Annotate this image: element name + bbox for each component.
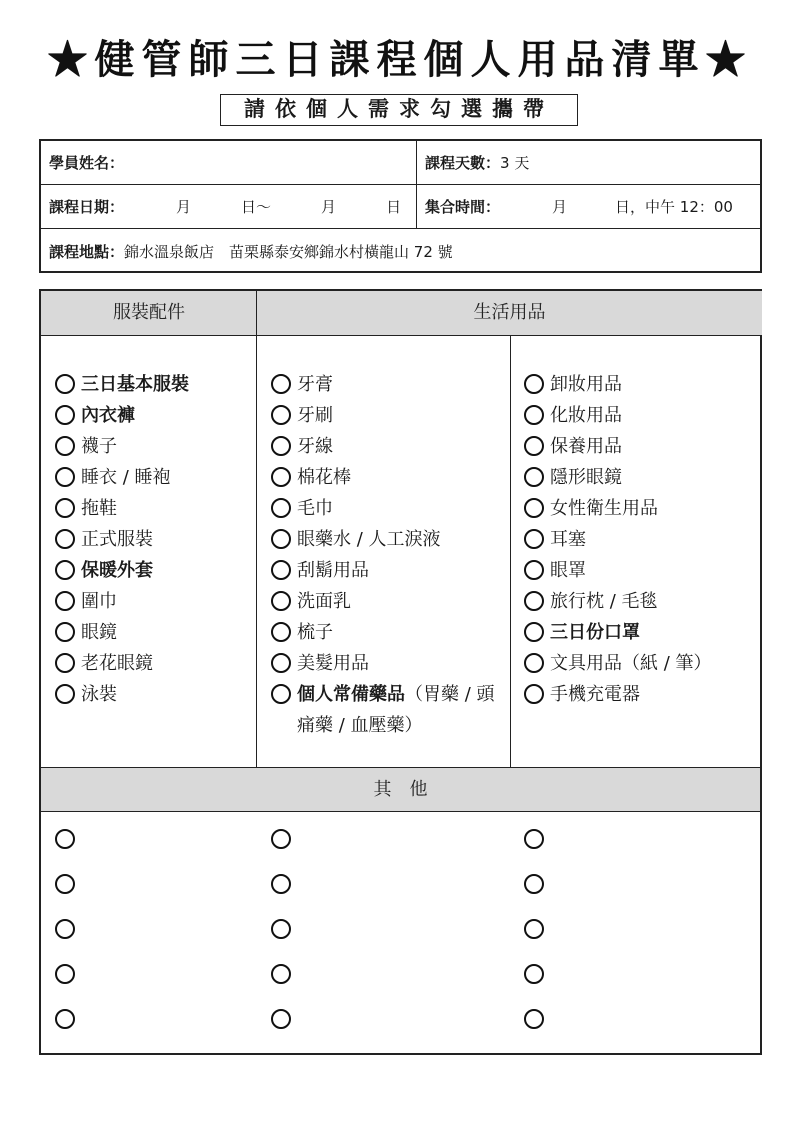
item-label: 手機充電器 — [550, 684, 640, 705]
item-label: 耳塞 — [550, 529, 586, 550]
blank-checkbox-circle-icon[interactable] — [271, 1009, 291, 1029]
checklist-item[interactable] — [55, 679, 251, 710]
item-label: 泳裝 — [81, 684, 117, 705]
item-label: 化妝用品 — [550, 405, 622, 426]
checklist-item[interactable] — [55, 369, 251, 400]
gather-time-value: 日，中午 12：00 — [615, 198, 733, 216]
checkbox-circle-icon[interactable] — [271, 374, 291, 394]
item-label: 牙線 — [297, 436, 333, 457]
checklist-item[interactable] — [524, 648, 760, 679]
checklist-item[interactable] — [55, 400, 251, 431]
blank-checkbox-circle-icon[interactable] — [524, 1009, 544, 1029]
checkbox-circle-icon[interactable] — [524, 498, 544, 518]
gather-time-cell[interactable] — [416, 185, 762, 228]
blank-checkbox-circle-icon[interactable] — [55, 919, 75, 939]
item-label-note: （胃藥 / 頭痛藥 / 血壓藥） — [297, 684, 495, 736]
checkbox-circle-icon[interactable] — [524, 591, 544, 611]
item-label: 美髮用品 — [297, 653, 369, 674]
item-label: 保暖外套 — [81, 560, 153, 581]
item-label: 保養用品 — [550, 436, 622, 457]
item-label: 內衣褲 — [81, 405, 135, 426]
course-info-table — [39, 139, 762, 273]
divider-2 — [510, 336, 511, 767]
daily-list-2 — [524, 369, 760, 710]
checkbox-circle-icon[interactable] — [55, 436, 75, 456]
info-row-1 — [41, 141, 760, 185]
checklist-item[interactable] — [55, 648, 251, 679]
item-label: 圍巾 — [81, 591, 117, 612]
blank-checkbox-circle-icon[interactable] — [524, 874, 544, 894]
checklist-item[interactable] — [271, 679, 507, 741]
course-days-label: 課程天數： — [425, 154, 501, 172]
location-label: 課程地點： — [49, 242, 125, 261]
header-other: 其 他 — [41, 767, 760, 812]
checkbox-circle-icon[interactable] — [271, 622, 291, 642]
checklist-item[interactable] — [271, 431, 507, 462]
checklist-item[interactable] — [55, 462, 251, 493]
checklist-item[interactable] — [524, 431, 760, 462]
date-month-2: 月 — [321, 198, 337, 216]
blank-checkbox-circle-icon[interactable] — [271, 829, 291, 849]
checkbox-circle-icon[interactable] — [55, 467, 75, 487]
checklist-item[interactable] — [524, 679, 760, 710]
item-label: 三日份口罩 — [550, 622, 640, 643]
checklist-item[interactable] — [524, 493, 760, 524]
date-month-1: 月 — [176, 198, 192, 216]
item-label: 刮鬍用品 — [297, 560, 369, 581]
daily-list-1 — [271, 369, 507, 741]
item-label: 三日基本服裝 — [81, 374, 189, 395]
item-label: 洗面乳 — [297, 591, 351, 612]
checklist-item[interactable] — [271, 617, 507, 648]
item-label: 隱形眼鏡 — [550, 467, 622, 488]
item-label: 梳子 — [297, 622, 333, 643]
checkbox-circle-icon[interactable] — [524, 653, 544, 673]
divider-1 — [256, 291, 257, 767]
checkbox-circle-icon[interactable] — [524, 684, 544, 704]
item-label: 眼罩 — [550, 560, 586, 581]
checklist-item[interactable] — [271, 400, 507, 431]
checklist-item[interactable] — [271, 555, 507, 586]
checklist-item[interactable] — [271, 648, 507, 679]
header-clothing: 服裝配件 — [41, 291, 257, 336]
checklist-item[interactable] — [55, 524, 251, 555]
checklist-item[interactable] — [55, 617, 251, 648]
item-label: 毛巾 — [297, 498, 333, 519]
checklist-item[interactable] — [271, 524, 507, 555]
item-label: 眼鏡 — [81, 622, 117, 643]
checkbox-circle-icon[interactable] — [55, 374, 75, 394]
item-label: 老花眼鏡 — [81, 653, 153, 674]
checklist-item[interactable] — [55, 586, 251, 617]
item-label: 棉花棒 — [297, 467, 351, 488]
checkbox-circle-icon[interactable] — [271, 591, 291, 611]
item-label: 女性衛生用品 — [550, 498, 658, 519]
checkbox-circle-icon[interactable] — [55, 591, 75, 611]
checklist-item[interactable] — [55, 555, 251, 586]
checkbox-circle-icon[interactable] — [55, 405, 75, 425]
checkbox-circle-icon[interactable] — [271, 405, 291, 425]
checkbox-circle-icon[interactable] — [524, 529, 544, 549]
student-name-label: 學員姓名： — [49, 154, 125, 172]
item-label: 牙膏 — [297, 374, 333, 395]
checkbox-circle-icon[interactable] — [271, 467, 291, 487]
checklist-item[interactable] — [271, 462, 507, 493]
checkbox-circle-icon[interactable] — [271, 498, 291, 518]
date-day-range: 日～ — [241, 198, 272, 216]
clothing-list — [55, 369, 251, 710]
blank-checkbox-circle-icon[interactable] — [55, 964, 75, 984]
item-label: 睡衣 / 睡袍 — [81, 467, 171, 488]
course-days-value: 3 天 — [500, 154, 530, 172]
checklist-item[interactable] — [524, 462, 760, 493]
blank-checkbox-circle-icon[interactable] — [55, 874, 75, 894]
checkbox-circle-icon[interactable] — [524, 405, 544, 425]
checkbox-circle-icon[interactable] — [55, 560, 75, 580]
checkbox-circle-icon[interactable] — [271, 684, 291, 704]
blank-checkbox-circle-icon[interactable] — [524, 919, 544, 939]
checklist-item[interactable] — [524, 524, 760, 555]
checklist-item[interactable] — [55, 493, 251, 524]
checkbox-circle-icon[interactable] — [55, 498, 75, 518]
item-label: 襪子 — [81, 436, 117, 457]
subtitle-box: 請依個人需求勾選攜帶 — [220, 94, 578, 126]
checkbox-circle-icon[interactable] — [55, 622, 75, 642]
checkbox-circle-icon[interactable] — [271, 653, 291, 673]
checklist-item[interactable] — [271, 586, 507, 617]
location-value: 錦水溫泉飯店 苗栗縣泰安鄉錦水村橫龍山 72 號 — [124, 242, 453, 261]
blank-checkbox-circle-icon[interactable] — [524, 829, 544, 849]
checklist-table — [39, 289, 762, 1055]
gather-month: 月 — [552, 198, 568, 216]
item-label-bold: 個人常備藥品 — [297, 684, 405, 705]
info-row-3 — [41, 229, 760, 273]
blank-checkbox-circle-icon[interactable] — [524, 964, 544, 984]
checklist-item[interactable] — [55, 431, 251, 462]
checkbox-circle-icon[interactable] — [55, 653, 75, 673]
checklist-item[interactable] — [271, 369, 507, 400]
course-date-cell[interactable] — [41, 185, 416, 228]
checklist-item[interactable] — [524, 555, 760, 586]
blank-checkbox-circle-icon[interactable] — [271, 964, 291, 984]
checklist-item[interactable] — [524, 400, 760, 431]
checkbox-circle-icon[interactable] — [55, 684, 75, 704]
header-daily: 生活用品 — [257, 291, 762, 336]
checklist-item[interactable] — [524, 617, 760, 648]
gather-time-label: 集合時間： — [425, 198, 501, 216]
location-cell — [41, 229, 760, 273]
checkbox-circle-icon[interactable] — [524, 436, 544, 456]
checkbox-circle-icon[interactable] — [524, 622, 544, 642]
item-label: 牙刷 — [297, 405, 333, 426]
checklist-item[interactable] — [524, 586, 760, 617]
checkbox-circle-icon[interactable] — [524, 467, 544, 487]
item-label: 旅行枕 / 毛毯 — [550, 591, 658, 612]
course-days-cell — [416, 141, 762, 184]
item-label: 正式服裝 — [81, 529, 153, 550]
checkbox-circle-icon[interactable] — [524, 374, 544, 394]
checklist-item[interactable] — [524, 369, 760, 400]
page-title: ★健管師三日課程個人用品清單★ — [47, 36, 753, 83]
blank-checkbox-circle-icon[interactable] — [55, 1009, 75, 1029]
date-day-2: 日 — [386, 198, 402, 216]
blank-checkbox-circle-icon[interactable] — [271, 874, 291, 894]
checkbox-circle-icon[interactable] — [524, 560, 544, 580]
item-label: 文具用品（紙 / 筆） — [550, 653, 712, 674]
info-row-2 — [41, 185, 760, 229]
checklist-item[interactable] — [271, 493, 507, 524]
checkbox-circle-icon[interactable] — [271, 529, 291, 549]
blank-checkbox-circle-icon[interactable] — [55, 829, 75, 849]
item-label: 拖鞋 — [81, 498, 117, 519]
checkbox-circle-icon[interactable] — [271, 560, 291, 580]
student-name-cell[interactable] — [41, 141, 416, 184]
item-label: 眼藥水 / 人工淚液 — [297, 529, 441, 550]
checkbox-circle-icon[interactable] — [271, 436, 291, 456]
checkbox-circle-icon[interactable] — [55, 529, 75, 549]
item-label: 卸妝用品 — [550, 374, 622, 395]
blank-checkbox-circle-icon[interactable] — [271, 919, 291, 939]
course-date-label: 課程日期： — [49, 198, 125, 216]
